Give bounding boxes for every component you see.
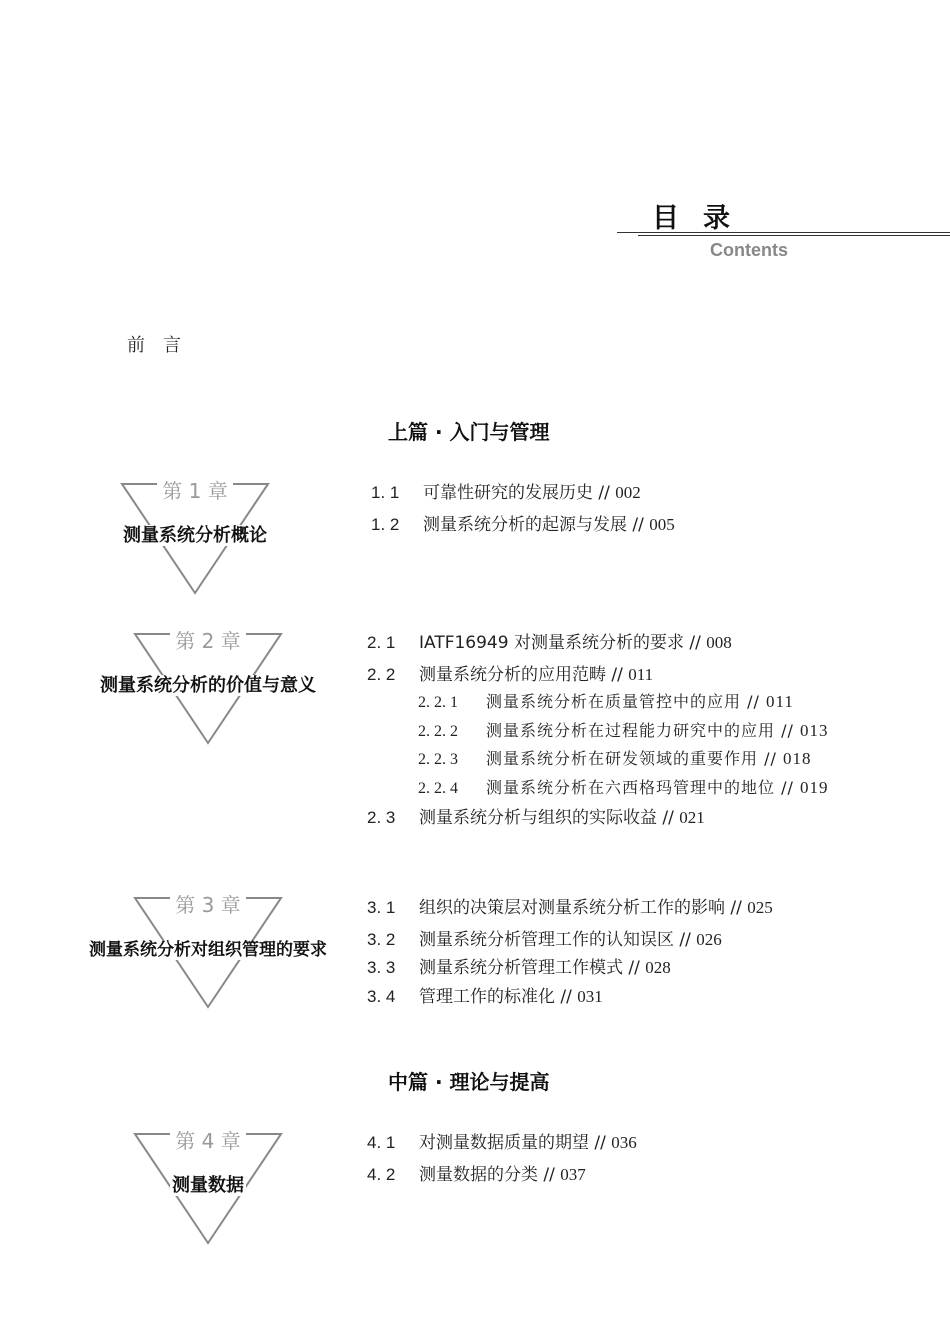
entry-title: 测量系统分析在质量管控中的应用 (486, 692, 742, 711)
entry-number: 1. 2 (371, 515, 400, 534)
entry-number: 3. 1 (367, 898, 396, 917)
entry-number: 4. 2 (367, 1165, 396, 1184)
toc-entry[interactable] (367, 1160, 586, 1185)
entry-page: 026 (696, 930, 722, 949)
entry-separator: // (683, 633, 707, 653)
entry-title: 测量系统分析管理工作的认知误区 (419, 930, 674, 950)
entry-title: 测量系统分析的起源与发展 (423, 515, 627, 535)
chapter-label: 第 1 章 (162, 479, 228, 503)
entry-number: 2. 2. 1 (418, 694, 458, 711)
entry-page: 037 (560, 1165, 586, 1184)
entry-separator: // (775, 721, 800, 740)
entry-separator: // (674, 930, 697, 950)
entry-separator: // (627, 515, 650, 535)
entry-separator: // (538, 1165, 561, 1185)
entry-title: 测量系统分析的应用范畴 (419, 665, 606, 685)
toc-subtitle: Contents (710, 240, 788, 260)
entry-page: 025 (747, 898, 773, 917)
entry-page: 028 (645, 958, 671, 977)
chapter-name-text: 测量数据 (172, 1175, 244, 1196)
entry-number: 3. 4 (367, 987, 396, 1006)
chapter-name-text: 测量系统分析对组织管理的要求 (89, 940, 327, 960)
part-title-2[interactable]: 中篇 · 理论与提高 (388, 1070, 550, 1094)
toc-subentry[interactable] (418, 775, 828, 798)
chapter-name (73, 935, 343, 960)
entry-title: 测量系统分析管理工作模式 (419, 958, 623, 978)
entry-title: 测量数据的分类 (419, 1165, 538, 1185)
entry-page: 011 (628, 665, 654, 684)
entry-page: 031 (577, 987, 603, 1006)
chapter-name (73, 671, 343, 697)
toc-subentry[interactable] (418, 689, 794, 712)
toc-entry[interactable] (367, 1128, 637, 1153)
entry-separator: // (775, 778, 800, 797)
toc-entry[interactable] (367, 953, 671, 978)
entry-title: IATF16949 对测量系统分析的要求 (419, 633, 684, 653)
entry-number: 4. 1 (367, 1133, 396, 1152)
toc-entry[interactable] (367, 893, 773, 918)
chapter-label: 第 2 章 (175, 629, 241, 653)
entry-number: 2. 2 (367, 665, 396, 684)
entry-title: 测量系统分析与组织的实际收益 (419, 808, 657, 828)
entry-title: 对测量数据质量的期望 (419, 1133, 589, 1153)
chapter-name (73, 1171, 343, 1197)
entry-title: 管理工作的标准化 (419, 987, 555, 1007)
entry-page: 005 (649, 515, 675, 534)
entry-page: 013 (799, 721, 829, 740)
chapter-label: 第 4 章 (175, 1129, 241, 1153)
chapter-name-text: 测量系统分析的价值与意义 (100, 675, 316, 696)
entry-number: 1. 1 (371, 483, 400, 502)
entry-number: 3. 3 (367, 958, 396, 977)
chapter-name (60, 521, 330, 547)
entry-title: 组织的决策层对测量系统分析工作的影响 (419, 898, 725, 918)
entry-title: 可靠性研究的发展历史 (423, 483, 593, 503)
chapter-badge-3[interactable] (73, 889, 343, 1019)
chapter-badge-4[interactable] (73, 1125, 343, 1255)
entry-separator: // (593, 483, 616, 503)
toc-entry[interactable] (371, 478, 641, 503)
chapter-name-text: 测量系统分析概论 (123, 525, 267, 546)
entry-separator: // (657, 808, 680, 828)
toc-entry[interactable] (367, 628, 732, 653)
chapter-badge-2[interactable] (73, 625, 343, 755)
chapter-badge-1[interactable] (60, 475, 330, 605)
title-rule (617, 232, 950, 233)
entry-number: 2. 2. 2 (418, 723, 458, 740)
toc-subentry[interactable] (418, 746, 811, 769)
chapter-label: 第 3 章 (175, 893, 241, 917)
entry-separator: // (741, 692, 766, 711)
entry-separator: // (725, 898, 748, 918)
toc-entry[interactable] (371, 510, 675, 535)
entry-number: 2. 2. 4 (418, 780, 458, 797)
entry-page: 021 (679, 808, 705, 827)
entry-page: 019 (799, 778, 829, 797)
toc-title: 目录 (652, 203, 754, 234)
entry-page: 036 (611, 1133, 637, 1152)
entry-page: 011 (765, 692, 794, 711)
entry-separator: // (589, 1133, 612, 1153)
toc-subentry[interactable] (418, 718, 828, 741)
entry-number: 2. 1 (367, 633, 396, 652)
entry-number: 2. 3 (367, 808, 396, 827)
entry-separator: // (555, 987, 578, 1007)
entry-separator: // (606, 665, 629, 685)
entry-title: 测量系统分析在六西格玛管理中的地位 (486, 778, 776, 797)
entry-title: 测量系统分析在研发领域的重要作用 (486, 749, 759, 768)
toc-entry[interactable] (367, 660, 653, 685)
part-title-1[interactable]: 上篇 · 入门与管理 (388, 420, 550, 444)
entry-separator: // (758, 749, 783, 768)
entry-separator: // (623, 958, 646, 978)
entry-title: 测量系统分析在过程能力研究中的应用 (486, 721, 776, 740)
entry-page: 008 (706, 633, 732, 652)
entry-page: 002 (615, 483, 641, 502)
entry-page: 018 (782, 749, 812, 768)
toc-entry[interactable] (367, 803, 705, 828)
entry-number: 3. 2 (367, 930, 396, 949)
toc-entry[interactable] (367, 925, 722, 950)
title-rule-inner (638, 235, 950, 236)
entry-number: 2. 2. 3 (418, 751, 458, 768)
preface-link[interactable]: 前言 (127, 335, 199, 356)
toc-entry[interactable] (367, 982, 603, 1007)
